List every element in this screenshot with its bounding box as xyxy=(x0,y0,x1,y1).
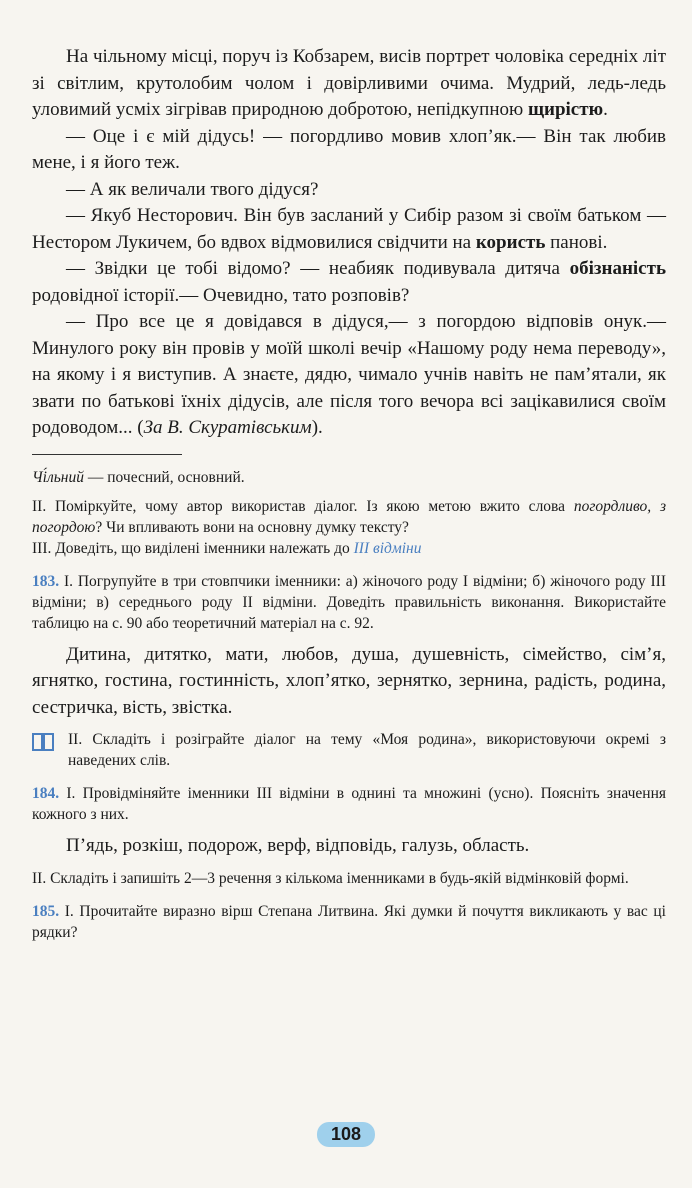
story-paragraph-5 xyxy=(32,256,666,309)
story-paragraph-3: — А як величали твого дідуся? xyxy=(66,178,319,200)
text: — Про все це я довідався в дідуся,— з погордою відповів онук.— Минулого року він провів у моїй школі вечір «Нашому роду нема переводу», на якому і я виступив. А знаєте, дядю, чимало учнів навіть не пам’ятали, як звати по батькові їхніх дідусів, але після того вечора всі зацікавилися своїм родоводом... ( xyxy=(32,311,666,438)
exercise-183 xyxy=(32,571,666,634)
glossary-definition: — почесний, основний. xyxy=(84,468,245,486)
story-paragraph-1 xyxy=(32,44,666,124)
text: На чільному місці, поруч із Кобзарем, висів портрет чоловіка середніх літ зі світлим, крутолобим чолом і довірливими очима. Мудрий, ледь-ледь уловимий усміх зігрівав природною добротою, непідкупною xyxy=(32,46,666,120)
text: . xyxy=(603,99,608,120)
exercise-task: I. Провідміняйте іменники III відміни в однині та множині (усно). Поясніть значення кожного з них. xyxy=(32,785,666,823)
exercise-number: 184. xyxy=(32,785,60,802)
footnote-divider xyxy=(32,454,182,455)
exercise-number: 185. xyxy=(32,902,60,920)
story-paragraph-4 xyxy=(32,203,666,256)
story-paragraph-6 xyxy=(32,309,666,442)
book-icon xyxy=(32,732,54,752)
exercise-184-words: П’ядь, розкіш, подорож, верф, відповідь, галузь, область. xyxy=(66,835,530,856)
exercise-task: I. Прочитайте виразно вірш Степана Литвина. Які думки й почуття викликають у вас ці рядки? xyxy=(32,902,666,941)
glossary-note xyxy=(32,467,666,488)
text: панові. xyxy=(545,231,608,253)
declension-link: III відміни xyxy=(353,539,422,557)
page-number-badge: 108 xyxy=(317,1122,375,1147)
exercise-task: I. Погрупуйте в три стовпчики іменники: а) жіночого роду I відміни; б) жіночого роду III відміни; в) середнього роду II відміни. Доведіть правильність виконання. Використайте таблицю на с. 90 або теоретичний матеріал на с. 92. xyxy=(32,572,666,632)
highlighted-noun: щирістю xyxy=(527,99,604,120)
quoted-words: погордливо, з погордою xyxy=(32,497,666,536)
task-iii xyxy=(32,538,666,559)
exercise-184-task-ii: II. Складіть і запишіть 2—3 речення з кількома іменниками в будь-якій відмінковій формі. xyxy=(32,869,629,887)
task-ii xyxy=(32,496,666,538)
exercise-task: II. Складіть і розіграйте діалог на тему «Моя родина», використовуючи окремі з наведених слів. xyxy=(68,731,666,769)
text: ). xyxy=(311,417,323,438)
exercise-number: 183. xyxy=(32,572,60,590)
highlighted-noun: обізнаність xyxy=(569,258,666,279)
text: II. Поміркуйте, чому автор використав діалог. Із якою метою вжито слова xyxy=(32,497,574,515)
source-attribution: За В. Скуратівським xyxy=(143,417,312,438)
exercise-183-task-ii xyxy=(32,729,666,771)
text: III. Доведіть, що виділені іменники належать до xyxy=(32,539,354,557)
text: ? Чи впливають вони на основну думку тексту? xyxy=(95,518,409,536)
text: — Звідки це тобі відомо? — неабияк подивувала дитяча xyxy=(66,258,570,279)
glossary-term: Чі́льний xyxy=(32,468,84,486)
text: родовідної історії.— Очевидно, тато розповів? xyxy=(32,284,410,306)
exercise-185 xyxy=(32,901,666,943)
exercise-184 xyxy=(32,783,666,825)
highlighted-noun: користь xyxy=(475,231,546,253)
text: — Якуб Несторович. Він був засланий у Сибір разом зі своїм батьком — Нестором Лукичем, бо вдвох відмовилися свідчити на xyxy=(32,205,666,253)
exercise-183-words: Дитина, дитятко, мати, любов, душа, душевність, сімейство, сім’я, ягнятко, гостина, гостинність, хлоп’ятко, зернятко, зернина, радість, родина, сестричка, вість, звістка. xyxy=(32,643,666,718)
story-paragraph-2: — Оце і є мій дідусь! — погордливо мовив хлоп’як.— Він так любив мене, і я його теж. xyxy=(32,125,666,173)
